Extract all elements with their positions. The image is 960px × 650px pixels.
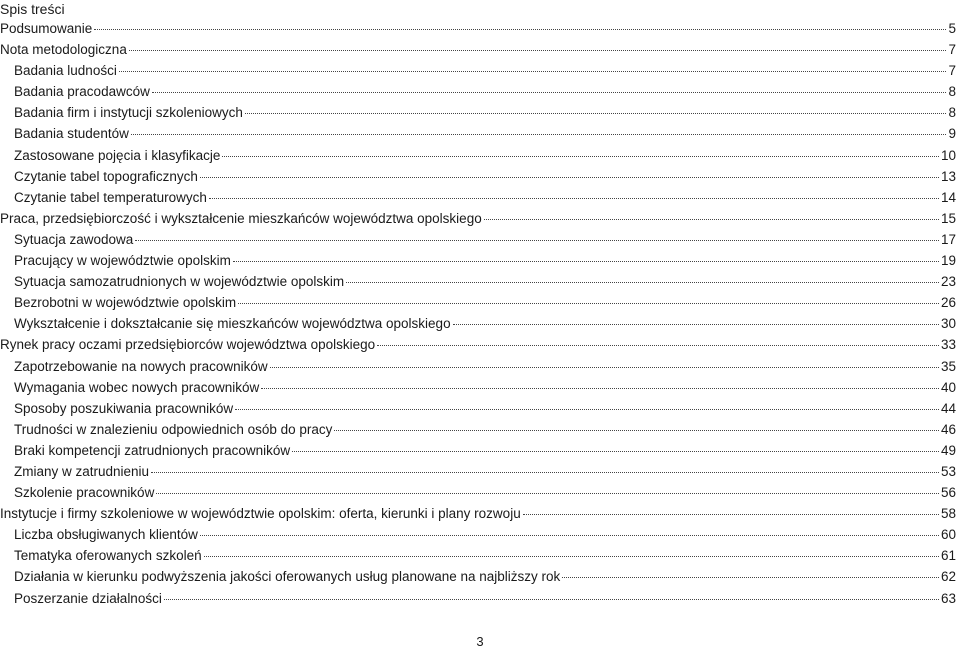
toc-entry-page[interactable]: 40: [940, 379, 956, 395]
toc-entry-title[interactable]: Działania w kierunku podwyższenia jakości oferowanych usług planowane na najbliższy rok: [14, 569, 561, 585]
toc-dot-leader: [94, 29, 946, 30]
toc-entry[interactable]: [0, 292, 960, 313]
toc-dot-leader: [346, 282, 939, 283]
toc-entry[interactable]: [0, 588, 960, 609]
toc-entry-title[interactable]: Bezrobotni w województwie opolskim: [14, 295, 237, 311]
toc-entry-page[interactable]: 56: [940, 485, 956, 501]
toc-entry[interactable]: [0, 18, 960, 39]
toc-entry[interactable]: [0, 81, 960, 102]
toc-dot-leader: [156, 493, 939, 494]
toc-entry-title[interactable]: Szkolenie pracowników: [14, 485, 155, 501]
toc-entry-title[interactable]: Zastosowane pojęcia i klasyfikacje: [14, 147, 221, 163]
toc-entry[interactable]: [0, 39, 960, 60]
toc-entry-page[interactable]: 23: [940, 274, 956, 290]
toc-dot-leader: [334, 430, 939, 431]
toc-entry-page[interactable]: 46: [940, 421, 956, 437]
toc-entry-page[interactable]: 15: [940, 210, 956, 226]
toc-entry-title[interactable]: Rynek pracy oczami przedsiębiorców województwa opolskiego: [0, 337, 376, 353]
toc-entry[interactable]: [0, 166, 960, 187]
toc-dot-leader: [209, 198, 939, 199]
toc-dot-leader: [151, 472, 939, 473]
toc-entry-page[interactable]: 13: [940, 168, 956, 184]
toc-dot-leader: [292, 451, 939, 452]
toc-entry[interactable]: [0, 187, 960, 208]
toc-entry[interactable]: [0, 356, 960, 377]
toc-entry[interactable]: [0, 461, 960, 482]
toc-entry-page[interactable]: 49: [940, 442, 956, 458]
toc-dot-leader: [562, 577, 939, 578]
toc-entry-title[interactable]: Nota metodologiczna: [0, 42, 127, 58]
table-of-contents: [0, 18, 960, 609]
toc-dot-leader: [222, 156, 939, 157]
toc-entry-page[interactable]: 7: [948, 63, 956, 79]
toc-entry-page[interactable]: 44: [940, 400, 956, 416]
toc-dot-leader: [270, 367, 939, 368]
toc-entry[interactable]: [0, 313, 960, 334]
toc-dot-leader: [453, 324, 939, 325]
toc-entry-page[interactable]: 63: [940, 590, 956, 606]
toc-dot-leader: [233, 261, 939, 262]
toc-entry-page[interactable]: 7: [948, 42, 956, 58]
toc-dot-leader: [235, 409, 939, 410]
toc-entry-title[interactable]: Czytanie tabel topograficznych: [14, 168, 198, 184]
toc-entry-title[interactable]: Badania firm i instytucji szkoleniowych: [14, 105, 243, 121]
toc-entry-page[interactable]: 33: [940, 337, 956, 353]
toc-entry[interactable]: [0, 60, 960, 81]
toc-entry-page[interactable]: 14: [940, 189, 956, 205]
toc-entry[interactable]: [0, 482, 960, 503]
toc-entry-title[interactable]: Wymagania wobec nowych pracowników: [14, 379, 260, 395]
toc-entry[interactable]: [0, 503, 960, 524]
toc-dot-leader: [204, 556, 939, 557]
toc-entry-title[interactable]: Zapotrzebowanie na nowych pracowników: [14, 358, 268, 374]
toc-entry[interactable]: [0, 250, 960, 271]
toc-entry[interactable]: [0, 145, 960, 166]
toc-entry-title[interactable]: Podsumowanie: [0, 21, 93, 36]
toc-entry-page[interactable]: 19: [940, 253, 956, 269]
toc-entry-title[interactable]: Tematyka oferowanych szkoleń: [14, 548, 202, 564]
toc-entry[interactable]: [0, 271, 960, 292]
toc-entry-page[interactable]: 30: [940, 316, 956, 332]
toc-dot-leader: [200, 535, 939, 536]
toc-entry-title[interactable]: Liczba obsługiwanych klientów: [14, 527, 198, 543]
toc-entry-page[interactable]: 8: [948, 105, 956, 121]
toc-entry-title[interactable]: Pracujący w województwie opolskim: [14, 253, 231, 269]
toc-entry-title[interactable]: Zmiany w zatrudnieniu: [14, 463, 150, 479]
toc-entry[interactable]: [0, 566, 960, 587]
toc-dot-leader: [131, 134, 947, 135]
toc-dot-leader: [129, 50, 947, 51]
toc-entry-page[interactable]: 61: [940, 548, 956, 564]
toc-entry-page[interactable]: 26: [940, 295, 956, 311]
toc-entry-page[interactable]: 5: [948, 21, 956, 36]
toc-entry-page[interactable]: 62: [940, 569, 956, 585]
page-number: 3: [476, 634, 484, 649]
toc-entry[interactable]: [0, 524, 960, 545]
toc-entry[interactable]: [0, 208, 960, 229]
toc-entry[interactable]: [0, 545, 960, 566]
toc-dot-leader: [200, 177, 939, 178]
toc-entry-title[interactable]: Poszerzanie działalności: [14, 590, 162, 606]
toc-entry-title[interactable]: Wykształcenie i dokształcanie się mieszkańców województwa opolskiego: [14, 316, 451, 332]
toc-entry[interactable]: [0, 377, 960, 398]
toc-entry-page[interactable]: 58: [940, 506, 956, 522]
toc-entry-title[interactable]: Sytuacja samozatrudnionych w województwie opolskim: [14, 274, 345, 290]
toc-entry-title[interactable]: Czytanie tabel temperaturowych: [14, 189, 207, 205]
toc-entry[interactable]: [0, 123, 960, 144]
toc-dot-leader: [523, 514, 939, 515]
toc-dot-leader: [261, 388, 939, 389]
toc-dot-leader: [245, 113, 947, 114]
toc-entry[interactable]: [0, 229, 960, 250]
toc-dot-leader: [164, 599, 939, 600]
toc-entry-title[interactable]: Braki kompetencji zatrudnionych pracowników: [14, 442, 291, 458]
toc-entry-title[interactable]: Trudności w znalezieniu odpowiednich osób do pracy: [14, 421, 333, 437]
toc-dot-leader: [135, 240, 939, 241]
toc-dot-leader: [238, 303, 939, 304]
toc-entry-page[interactable]: 9: [948, 126, 956, 142]
toc-entry-page[interactable]: 53: [940, 463, 956, 479]
toc-entry-title[interactable]: Instytucje i firmy szkoleniowe w województwie opolskim: oferta, kierunki i plany rozwoju: [0, 506, 521, 522]
toc-entry-title[interactable]: Badania ludności: [14, 63, 117, 79]
toc-entry-title[interactable]: Sytuacja zawodowa: [14, 231, 134, 247]
toc-entry-title[interactable]: Praca, przedsiębiorczość i wykształcenie mieszkańców województwa opolskiego: [0, 210, 482, 226]
toc-entry-page[interactable]: 8: [948, 84, 956, 100]
toc-entry-page[interactable]: 60: [940, 527, 956, 543]
toc-entry[interactable]: [0, 398, 960, 419]
toc-entry-page[interactable]: 10: [940, 147, 956, 163]
toc-dot-leader: [377, 345, 939, 346]
toc-entry-page[interactable]: 35: [940, 358, 956, 374]
toc-dot-leader: [152, 92, 947, 93]
toc-entry-title[interactable]: Badania studentów: [14, 126, 129, 142]
toc-entry[interactable]: [0, 334, 960, 355]
toc-entry[interactable]: [0, 102, 960, 123]
toc-entry[interactable]: [0, 419, 960, 440]
toc-heading: Spis treści: [0, 1, 65, 17]
toc-dot-leader: [119, 71, 947, 72]
toc-entry[interactable]: [0, 440, 960, 461]
toc-dot-leader: [484, 219, 939, 220]
toc-entry-page[interactable]: 17: [940, 231, 956, 247]
toc-entry-title[interactable]: Sposoby poszukiwania pracowników: [14, 400, 234, 416]
toc-entry-title[interactable]: Badania pracodawców: [14, 84, 150, 100]
